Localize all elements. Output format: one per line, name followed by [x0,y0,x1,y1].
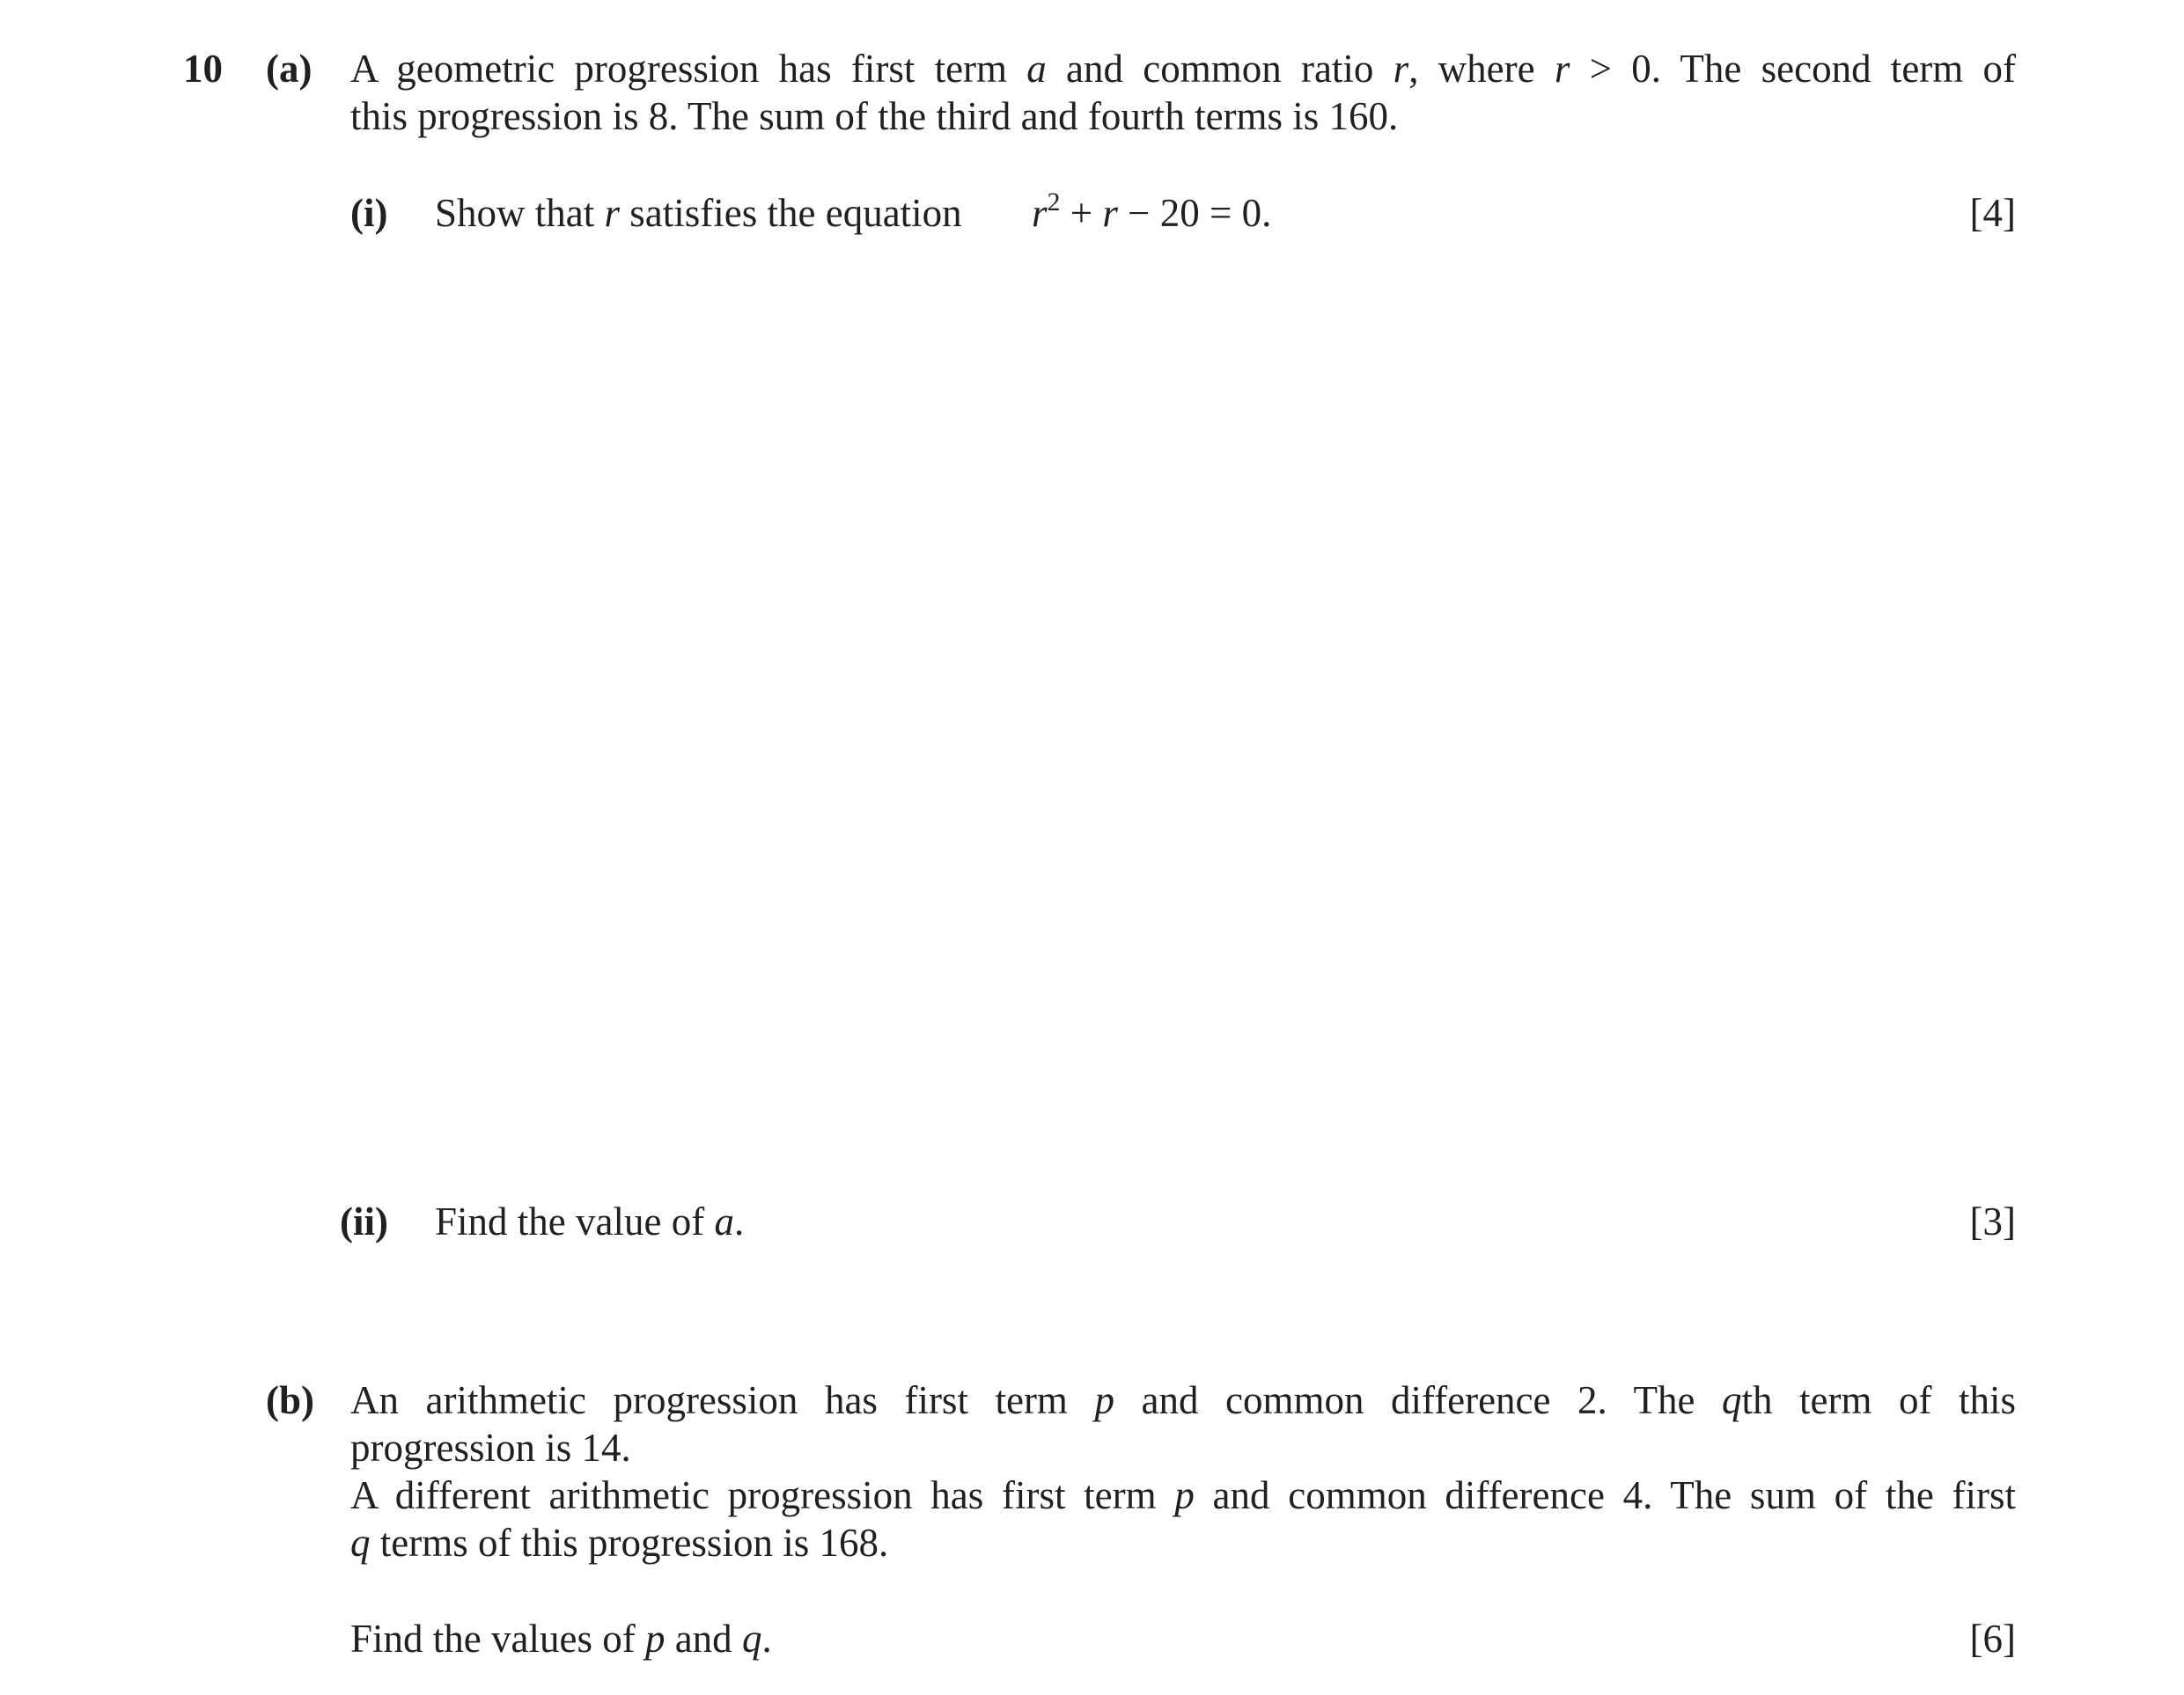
part-b-line-2: progression is 14. [350,1426,631,1470]
sub-ii-label: (ii) [340,1200,388,1244]
part-b-line-3: A different arithmetic progression has first term p and common difference 4. The sum of the first [350,1473,2016,1517]
part-b-line-4: q terms of this progression is 168. [350,1521,889,1565]
part-a-line-2: this progression is 8. The sum of the third and fourth terms is 160. [350,94,1399,138]
sub-i-marks: [4] [1969,191,2016,235]
part-a-line-1: A geometric progression has first term a and common ratio r, where r > 0. The second term of [350,47,2017,91]
question-number: 10 [183,47,223,91]
sub-ii-marks: [3] [1969,1200,2016,1244]
sub-i-label: (i) [350,191,388,235]
part-b-find: Find the values of p and q. [350,1617,772,1661]
sub-i-text: Show that r satisfies the equation [435,191,962,235]
part-b-label: (b) [266,1378,314,1422]
part-b-marks: [6] [1969,1617,2016,1661]
sub-ii-text: Find the value of a. [435,1200,745,1244]
part-b-line-1: An arithmetic progression has first term p and common difference 2. The qth term of this [350,1378,2016,1422]
sub-i-equation: $r^2 + r - 20 = 0$. [1032,187,1272,235]
part-a-label: (a) [266,47,313,91]
